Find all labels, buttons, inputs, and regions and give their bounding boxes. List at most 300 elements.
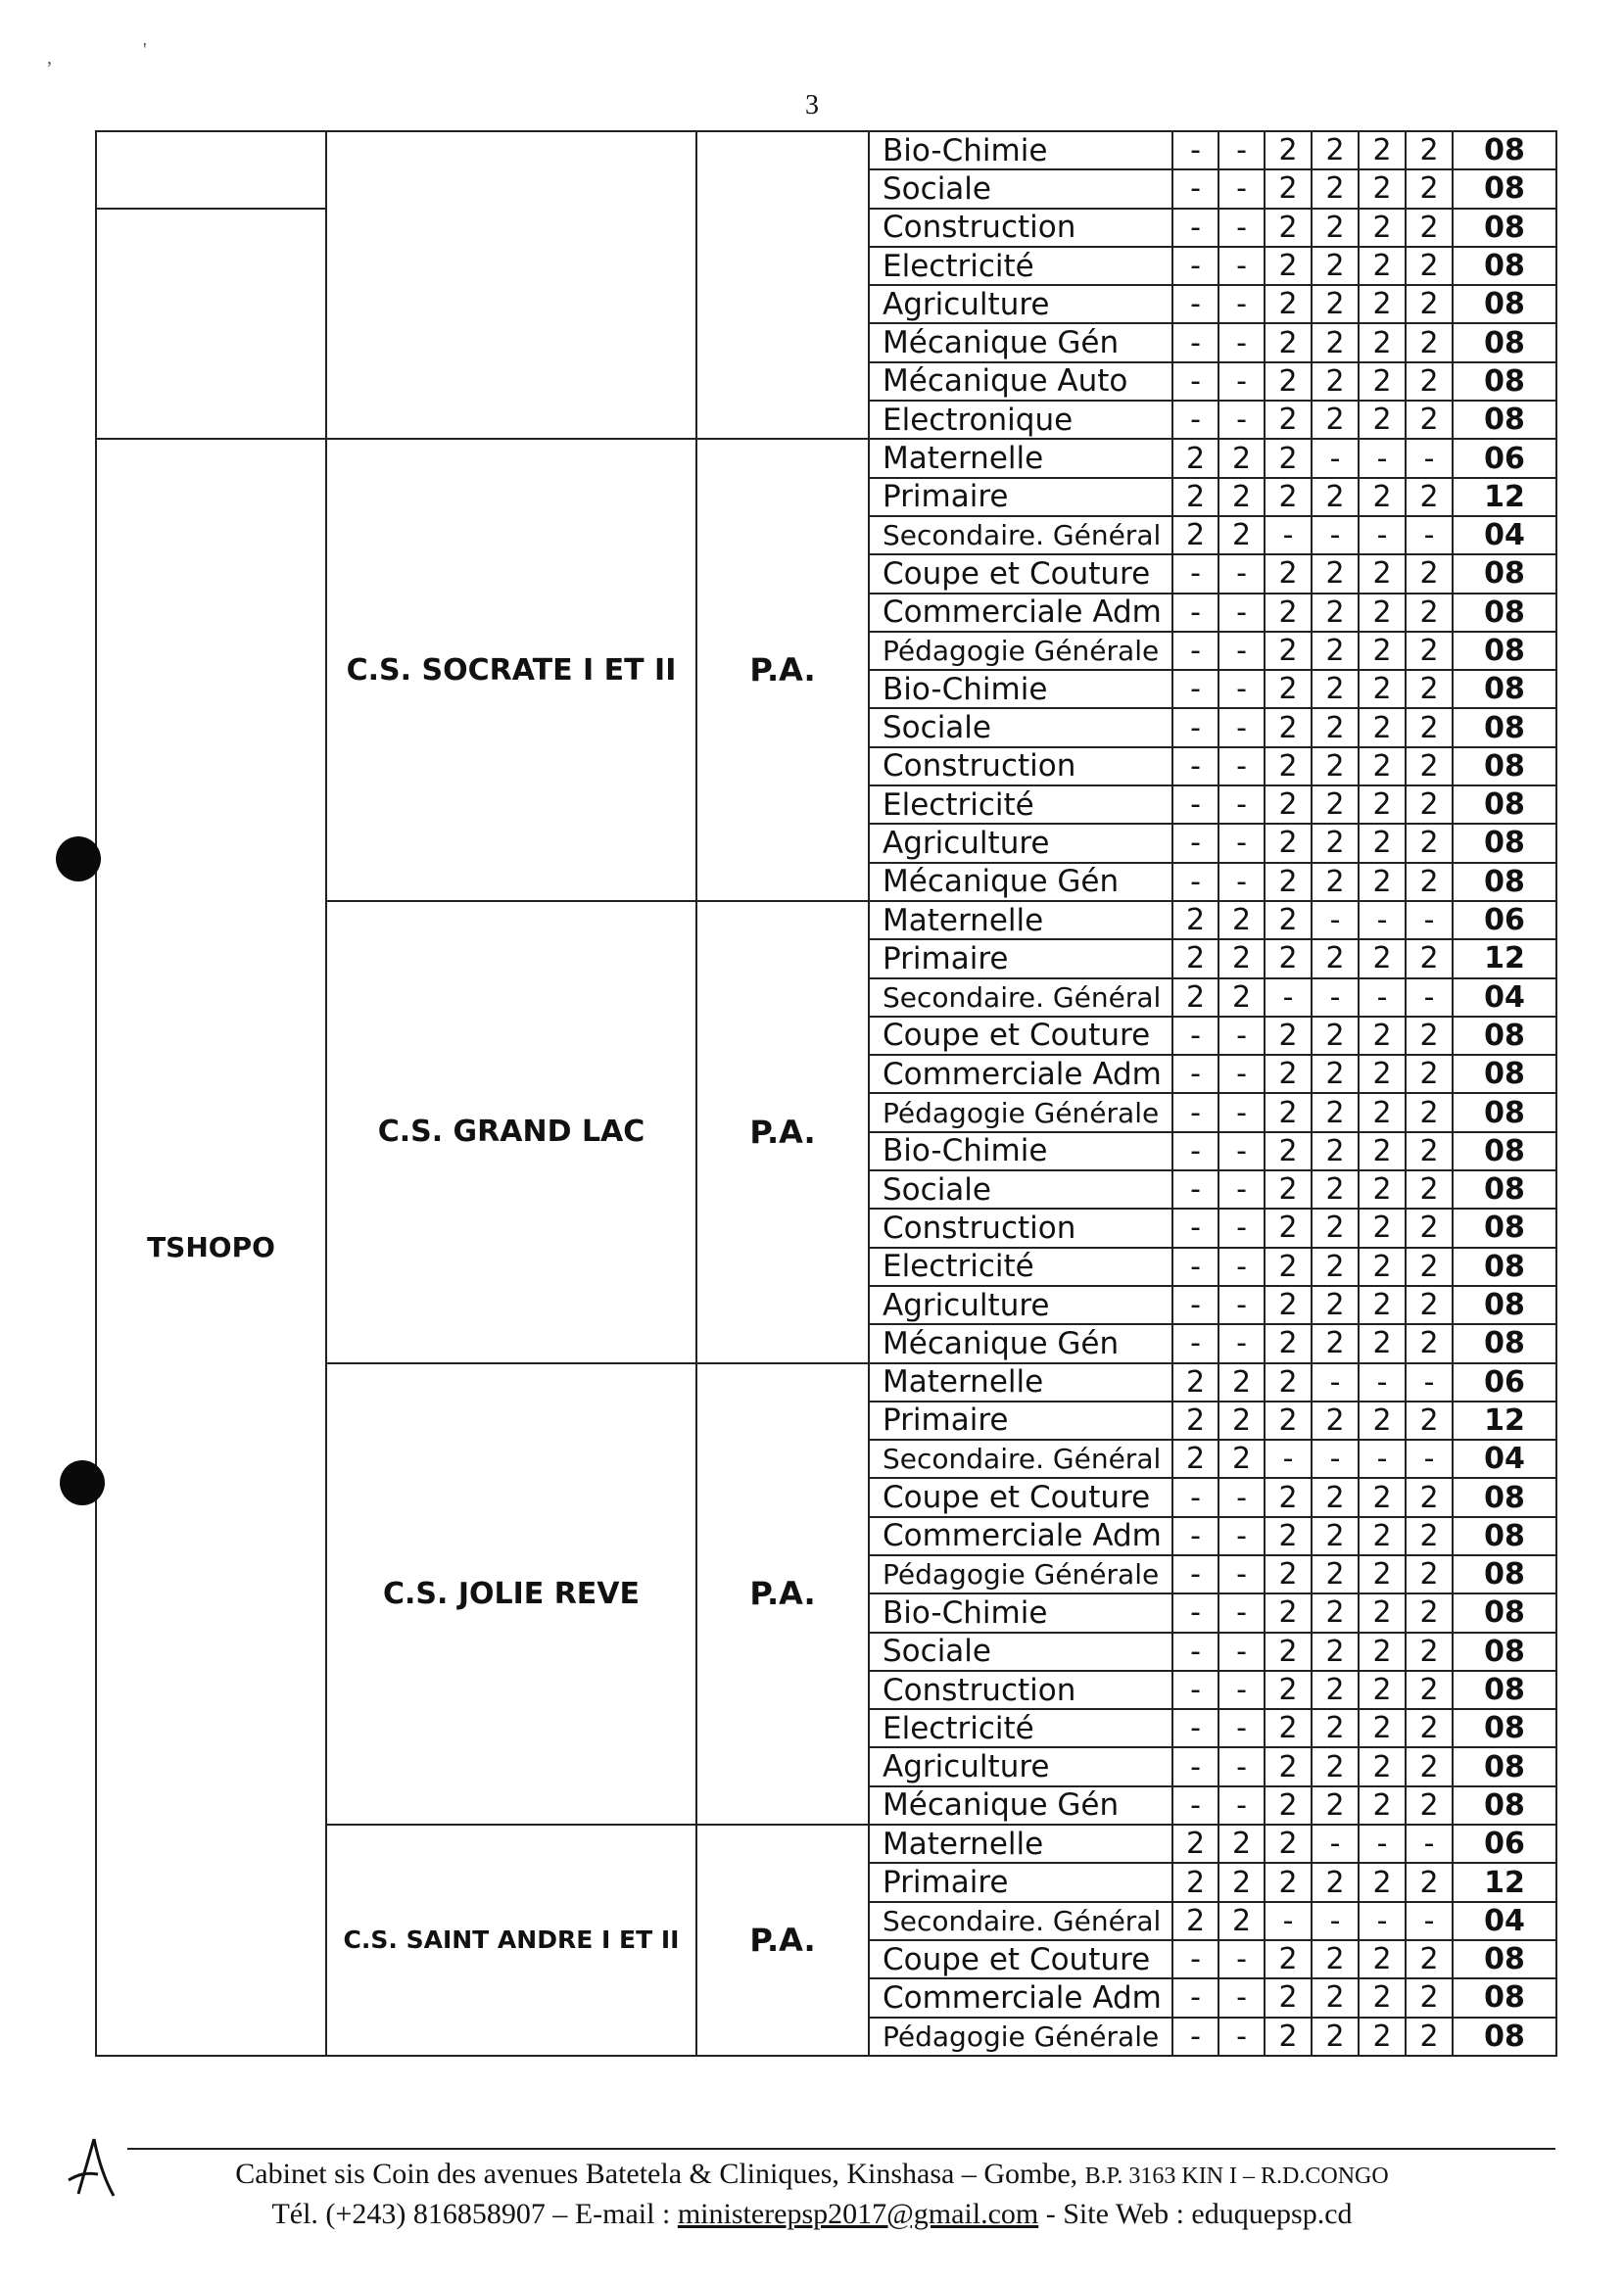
total-cell: 08: [1453, 1747, 1556, 1785]
option-cell: Commerciale Adm: [869, 1055, 1172, 1093]
class-count-cell: -: [1172, 1055, 1218, 1093]
class-count-cell: 2: [1265, 1709, 1312, 1747]
class-count-cell: 2: [1406, 824, 1453, 862]
class-count-cell: 2: [1265, 863, 1312, 901]
class-count-cell: -: [1172, 362, 1218, 401]
class-count-cell: -: [1218, 1478, 1265, 1516]
class-count-cell: -: [1218, 323, 1265, 361]
class-count-cell: 2: [1406, 169, 1453, 208]
class-count-cell: -: [1359, 978, 1406, 1017]
class-count-cell: 2: [1406, 2018, 1453, 2056]
class-count-cell: 2: [1312, 1978, 1359, 2017]
total-cell: 08: [1453, 1017, 1556, 1055]
total-cell: 08: [1453, 1055, 1556, 1093]
class-count-cell: 2: [1406, 747, 1453, 785]
total-cell: 08: [1453, 1286, 1556, 1324]
school-status-cell: [696, 131, 869, 439]
class-count-cell: 2: [1218, 516, 1265, 554]
class-count-cell: -: [1172, 747, 1218, 785]
class-count-cell: -: [1218, 1555, 1265, 1593]
class-count-cell: 2: [1265, 439, 1312, 477]
total-cell: 08: [1453, 169, 1556, 208]
class-count-cell: -: [1172, 594, 1218, 632]
option-cell: Mécanique Gén: [869, 863, 1172, 901]
class-count-cell: 2: [1172, 1825, 1218, 1863]
class-count-cell: 2: [1312, 594, 1359, 632]
total-cell: 08: [1453, 747, 1556, 785]
class-count-cell: -: [1218, 1671, 1265, 1709]
class-count-cell: 2: [1312, 863, 1359, 901]
class-count-cell: 2: [1265, 1324, 1312, 1362]
class-count-cell: -: [1265, 978, 1312, 1017]
class-count-cell: 2: [1406, 1286, 1453, 1324]
class-count-cell: 2: [1359, 131, 1406, 169]
class-count-cell: 2: [1172, 516, 1218, 554]
class-count-cell: 2: [1359, 2018, 1406, 2056]
class-count-cell: 2: [1172, 478, 1218, 516]
class-count-cell: 2: [1218, 901, 1265, 939]
option-cell: Construction: [869, 1671, 1172, 1709]
class-count-cell: 2: [1265, 632, 1312, 670]
class-count-cell: -: [1218, 1747, 1265, 1785]
class-count-cell: 2: [1359, 1786, 1406, 1825]
class-count-cell: 2: [1265, 1786, 1312, 1825]
class-count-cell: 2: [1265, 1286, 1312, 1324]
class-count-cell: -: [1359, 1363, 1406, 1402]
total-cell: 06: [1453, 1363, 1556, 1402]
class-count-cell: 2: [1359, 1747, 1406, 1785]
class-count-cell: -: [1172, 247, 1218, 285]
class-count-cell: 2: [1359, 594, 1406, 632]
class-count-cell: 2: [1312, 1093, 1359, 1131]
class-count-cell: 2: [1172, 1902, 1218, 1940]
class-count-cell: 2: [1406, 1555, 1453, 1593]
option-cell: Agriculture: [869, 285, 1172, 323]
class-count-cell: 2: [1312, 478, 1359, 516]
class-count-cell: -: [1218, 670, 1265, 708]
class-count-cell: 2: [1312, 1248, 1359, 1286]
option-cell: Secondaire. Général: [869, 516, 1172, 554]
class-count-cell: 2: [1312, 1170, 1359, 1209]
class-count-cell: 2: [1359, 209, 1406, 247]
option-cell: Electricité: [869, 247, 1172, 285]
class-count-cell: 2: [1312, 401, 1359, 439]
school-name-cell: C.S. SAINT ANDRE I ET II: [326, 1825, 696, 2056]
class-count-cell: 2: [1265, 1209, 1312, 1247]
class-count-cell: 2: [1359, 247, 1406, 285]
total-cell: 08: [1453, 1478, 1556, 1516]
class-count-cell: 2: [1406, 1978, 1453, 2017]
class-count-cell: 2: [1265, 1940, 1312, 1978]
footer-divider: [127, 2148, 1555, 2150]
class-count-cell: 2: [1406, 863, 1453, 901]
option-cell: Pédagogie Générale: [869, 632, 1172, 670]
class-count-cell: 2: [1312, 1324, 1359, 1362]
class-count-cell: -: [1172, 1593, 1218, 1632]
class-count-cell: -: [1218, 401, 1265, 439]
table-row: [96, 439, 1556, 477]
footer-address-main: Cabinet sis Coin des avenues Batetela & Cliniques, Kinshasa – Gombe,: [235, 2158, 1078, 2190]
option-cell: Maternelle: [869, 1825, 1172, 1863]
option-cell: Secondaire. Général: [869, 1902, 1172, 1940]
class-count-cell: -: [1312, 516, 1359, 554]
class-count-cell: 2: [1265, 1132, 1312, 1170]
footer-website: - Site Web : eduquepsp.cd: [1045, 2198, 1353, 2230]
class-count-cell: -: [1218, 708, 1265, 746]
total-cell: 08: [1453, 785, 1556, 824]
class-count-cell: 2: [1265, 1555, 1312, 1593]
class-count-cell: 2: [1406, 939, 1453, 977]
class-count-cell: 2: [1406, 1170, 1453, 1209]
option-cell: Bio-Chimie: [869, 670, 1172, 708]
class-count-cell: 2: [1359, 1170, 1406, 1209]
option-cell: Secondaire. Général: [869, 1440, 1172, 1478]
class-count-cell: -: [1172, 670, 1218, 708]
class-count-cell: -: [1406, 901, 1453, 939]
class-count-cell: -: [1172, 2018, 1218, 2056]
total-cell: 08: [1453, 1248, 1556, 1286]
class-count-cell: 2: [1312, 1709, 1359, 1747]
corner-mark-right: ': [143, 39, 147, 61]
option-cell: Agriculture: [869, 824, 1172, 862]
class-count-cell: 2: [1265, 708, 1312, 746]
class-count-cell: 2: [1359, 401, 1406, 439]
class-count-cell: 2: [1312, 1055, 1359, 1093]
class-count-cell: 2: [1406, 670, 1453, 708]
class-count-cell: -: [1172, 824, 1218, 862]
class-count-cell: -: [1359, 439, 1406, 477]
total-cell: 08: [1453, 824, 1556, 862]
class-count-cell: 2: [1312, 1747, 1359, 1785]
option-cell: Coupe et Couture: [869, 1017, 1172, 1055]
class-count-cell: -: [1218, 1093, 1265, 1131]
class-count-cell: 2: [1406, 1747, 1453, 1785]
class-count-cell: 2: [1359, 323, 1406, 361]
class-count-cell: -: [1172, 1633, 1218, 1671]
class-count-cell: -: [1172, 1017, 1218, 1055]
class-count-cell: 2: [1406, 1709, 1453, 1747]
class-count-cell: 2: [1359, 1248, 1406, 1286]
class-count-cell: 2: [1406, 1093, 1453, 1131]
class-count-cell: 2: [1406, 594, 1453, 632]
class-count-cell: 2: [1312, 1017, 1359, 1055]
class-count-cell: 2: [1265, 1017, 1312, 1055]
class-count-cell: 2: [1406, 1209, 1453, 1247]
class-count-cell: 2: [1312, 939, 1359, 977]
class-count-cell: 2: [1406, 1248, 1453, 1286]
option-cell: Pédagogie Générale: [869, 2018, 1172, 2056]
class-count-cell: -: [1218, 554, 1265, 593]
footer-contact: [0, 2198, 1624, 2231]
class-count-cell: -: [1406, 1363, 1453, 1402]
footer-phone: Tél. (+243) 816858907 – E-mail :: [271, 2198, 671, 2230]
class-count-cell: -: [1406, 1825, 1453, 1863]
option-cell: Electricité: [869, 1709, 1172, 1747]
total-cell: 08: [1453, 323, 1556, 361]
class-count-cell: 2: [1218, 1363, 1265, 1402]
class-count-cell: -: [1218, 2018, 1265, 2056]
class-count-cell: -: [1359, 1825, 1406, 1863]
total-cell: 08: [1453, 1132, 1556, 1170]
total-cell: 12: [1453, 1863, 1556, 1901]
class-count-cell: -: [1218, 1209, 1265, 1247]
total-cell: 06: [1453, 901, 1556, 939]
class-count-cell: 2: [1265, 169, 1312, 208]
total-cell: 08: [1453, 209, 1556, 247]
total-cell: 04: [1453, 1440, 1556, 1478]
class-count-cell: -: [1218, 285, 1265, 323]
option-cell: Sociale: [869, 708, 1172, 746]
school-name-cell: [326, 131, 696, 439]
class-count-cell: -: [1172, 1478, 1218, 1516]
class-count-cell: -: [1218, 1940, 1265, 1978]
class-count-cell: 2: [1406, 285, 1453, 323]
class-count-cell: 2: [1312, 1671, 1359, 1709]
class-count-cell: 2: [1406, 1402, 1453, 1440]
total-cell: 08: [1453, 594, 1556, 632]
class-count-cell: 2: [1312, 285, 1359, 323]
class-count-cell: 2: [1406, 1517, 1453, 1555]
school-status-cell: P.A.: [696, 439, 869, 901]
class-count-cell: 2: [1406, 1324, 1453, 1362]
total-cell: 08: [1453, 1709, 1556, 1747]
class-count-cell: 2: [1265, 594, 1312, 632]
class-count-cell: 2: [1359, 1978, 1406, 2017]
class-count-cell: 2: [1172, 939, 1218, 977]
class-count-cell: 2: [1359, 1286, 1406, 1324]
option-cell: Agriculture: [869, 1286, 1172, 1324]
footer-email-link[interactable]: ministerepsp2017@gmail.com: [677, 2198, 1039, 2230]
class-count-cell: -: [1172, 1555, 1218, 1593]
total-cell: 08: [1453, 708, 1556, 746]
total-cell: 08: [1453, 2018, 1556, 2056]
class-count-cell: -: [1172, 1132, 1218, 1170]
option-cell: Mécanique Gén: [869, 1786, 1172, 1825]
table-row: [96, 131, 1556, 169]
class-count-cell: 2: [1359, 1132, 1406, 1170]
class-count-cell: 2: [1359, 285, 1406, 323]
option-cell: Coupe et Couture: [869, 1940, 1172, 1978]
class-count-cell: 2: [1406, 362, 1453, 401]
class-count-cell: -: [1172, 708, 1218, 746]
total-cell: 08: [1453, 1555, 1556, 1593]
class-count-cell: -: [1218, 1055, 1265, 1093]
class-count-cell: 2: [1265, 2018, 1312, 2056]
class-count-cell: 2: [1406, 1940, 1453, 1978]
option-cell: Bio-Chimie: [869, 1132, 1172, 1170]
class-count-cell: 2: [1359, 478, 1406, 516]
total-cell: 08: [1453, 362, 1556, 401]
class-count-cell: 2: [1312, 554, 1359, 593]
total-cell: 04: [1453, 978, 1556, 1017]
option-cell: Maternelle: [869, 1363, 1172, 1402]
option-cell: Coupe et Couture: [869, 1478, 1172, 1516]
class-count-cell: 2: [1406, 1786, 1453, 1825]
class-count-cell: 2: [1265, 1633, 1312, 1671]
class-count-cell: -: [1172, 1286, 1218, 1324]
option-cell: Commerciale Adm: [869, 594, 1172, 632]
class-count-cell: 2: [1218, 1440, 1265, 1478]
class-count-cell: 2: [1406, 1055, 1453, 1093]
class-count-cell: 2: [1312, 1863, 1359, 1901]
option-cell: Agriculture: [869, 1747, 1172, 1785]
class-count-cell: 2: [1265, 1825, 1312, 1863]
footer-postal: B.P. 3163 KIN I – R.D.CONGO: [1084, 2163, 1389, 2189]
class-count-cell: -: [1359, 516, 1406, 554]
class-count-cell: 2: [1359, 1093, 1406, 1131]
class-count-cell: 2: [1406, 1593, 1453, 1632]
class-count-cell: 2: [1406, 1863, 1453, 1901]
class-count-cell: 2: [1312, 670, 1359, 708]
class-count-cell: 2: [1265, 554, 1312, 593]
class-count-cell: 2: [1172, 1363, 1218, 1402]
class-count-cell: 2: [1406, 554, 1453, 593]
class-count-cell: 2: [1312, 131, 1359, 169]
class-count-cell: -: [1218, 1593, 1265, 1632]
class-count-cell: 2: [1359, 1209, 1406, 1247]
class-count-cell: 2: [1406, 1671, 1453, 1709]
class-count-cell: 2: [1359, 785, 1406, 824]
region-cell: [96, 209, 326, 440]
class-count-cell: -: [1312, 1825, 1359, 1863]
class-count-cell: -: [1312, 901, 1359, 939]
class-count-cell: 2: [1172, 1402, 1218, 1440]
class-count-cell: -: [1218, 362, 1265, 401]
class-count-cell: 2: [1359, 554, 1406, 593]
class-count-cell: -: [1172, 1324, 1218, 1362]
class-count-cell: 2: [1265, 323, 1312, 361]
class-count-cell: 2: [1359, 1402, 1406, 1440]
page-number: 3: [805, 90, 819, 120]
class-count-cell: 2: [1312, 708, 1359, 746]
option-cell: Construction: [869, 209, 1172, 247]
class-count-cell: -: [1218, 1324, 1265, 1362]
class-count-cell: 2: [1359, 1671, 1406, 1709]
class-count-cell: 2: [1312, 209, 1359, 247]
class-count-cell: -: [1218, 632, 1265, 670]
class-count-cell: 2: [1265, 1055, 1312, 1093]
option-cell: Bio-Chimie: [869, 131, 1172, 169]
class-count-cell: 2: [1359, 1055, 1406, 1093]
class-count-cell: -: [1218, 1017, 1265, 1055]
class-count-cell: 2: [1312, 785, 1359, 824]
class-count-cell: 2: [1312, 1517, 1359, 1555]
class-count-cell: -: [1172, 785, 1218, 824]
class-count-cell: 2: [1359, 632, 1406, 670]
class-count-cell: 2: [1406, 1633, 1453, 1671]
class-count-cell: -: [1172, 1978, 1218, 2017]
class-count-cell: 2: [1172, 901, 1218, 939]
total-cell: 08: [1453, 632, 1556, 670]
total-cell: 08: [1453, 247, 1556, 285]
total-cell: 08: [1453, 1093, 1556, 1131]
class-count-cell: -: [1172, 863, 1218, 901]
class-count-cell: -: [1359, 1440, 1406, 1478]
class-count-cell: 2: [1406, 323, 1453, 361]
class-count-cell: 2: [1406, 708, 1453, 746]
class-count-cell: -: [1172, 1517, 1218, 1555]
class-count-cell: 2: [1265, 1671, 1312, 1709]
class-count-cell: -: [1406, 1902, 1453, 1940]
option-cell: Electronique: [869, 401, 1172, 439]
class-count-cell: -: [1172, 1786, 1218, 1825]
class-count-cell: -: [1172, 554, 1218, 593]
class-count-cell: 2: [1218, 1402, 1265, 1440]
total-cell: 08: [1453, 1633, 1556, 1671]
class-count-cell: 2: [1265, 285, 1312, 323]
class-count-cell: -: [1172, 285, 1218, 323]
class-count-cell: 2: [1265, 670, 1312, 708]
total-cell: 08: [1453, 1209, 1556, 1247]
class-count-cell: 2: [1265, 1747, 1312, 1785]
class-count-cell: -: [1218, 594, 1265, 632]
class-count-cell: 2: [1265, 247, 1312, 285]
class-count-cell: 2: [1312, 1593, 1359, 1632]
total-cell: 08: [1453, 863, 1556, 901]
class-count-cell: 2: [1312, 824, 1359, 862]
class-count-cell: -: [1218, 1709, 1265, 1747]
option-cell: Pédagogie Générale: [869, 1093, 1172, 1131]
option-cell: Electricité: [869, 785, 1172, 824]
option-cell: Primaire: [869, 1863, 1172, 1901]
class-count-cell: 2: [1265, 1402, 1312, 1440]
option-cell: Maternelle: [869, 439, 1172, 477]
class-count-cell: -: [1172, 209, 1218, 247]
class-count-cell: 2: [1312, 247, 1359, 285]
class-count-cell: 2: [1312, 1786, 1359, 1825]
class-count-cell: 2: [1359, 1709, 1406, 1747]
class-count-cell: -: [1172, 1093, 1218, 1131]
option-cell: Sociale: [869, 169, 1172, 208]
class-count-cell: -: [1172, 1747, 1218, 1785]
total-cell: 08: [1453, 1593, 1556, 1632]
total-cell: 08: [1453, 554, 1556, 593]
total-cell: 08: [1453, 1324, 1556, 1362]
class-count-cell: 2: [1265, 1978, 1312, 2017]
class-count-cell: -: [1218, 1517, 1265, 1555]
class-count-cell: -: [1218, 1248, 1265, 1286]
class-count-cell: -: [1218, 1633, 1265, 1671]
class-count-cell: 2: [1406, 247, 1453, 285]
class-count-cell: 2: [1312, 1478, 1359, 1516]
class-count-cell: 2: [1406, 478, 1453, 516]
class-count-cell: 2: [1359, 1863, 1406, 1901]
total-cell: 08: [1453, 1671, 1556, 1709]
class-count-cell: 2: [1359, 1517, 1406, 1555]
class-count-cell: 2: [1359, 362, 1406, 401]
total-cell: 06: [1453, 1825, 1556, 1863]
class-count-cell: 2: [1359, 1478, 1406, 1516]
class-count-cell: 2: [1406, 632, 1453, 670]
class-count-cell: 2: [1172, 1863, 1218, 1901]
class-count-cell: -: [1406, 516, 1453, 554]
class-count-cell: 2: [1406, 131, 1453, 169]
school-name-cell: C.S. SOCRATE I ET II: [326, 439, 696, 901]
class-count-cell: -: [1218, 863, 1265, 901]
option-cell: Maternelle: [869, 901, 1172, 939]
class-count-cell: 2: [1172, 439, 1218, 477]
class-count-cell: 2: [1359, 939, 1406, 977]
class-count-cell: -: [1218, 824, 1265, 862]
class-count-cell: 2: [1312, 2018, 1359, 2056]
option-cell: Sociale: [869, 1170, 1172, 1209]
option-cell: Mécanique Auto: [869, 362, 1172, 401]
class-count-cell: 2: [1359, 1940, 1406, 1978]
class-count-cell: -: [1265, 1440, 1312, 1478]
option-cell: Construction: [869, 747, 1172, 785]
class-count-cell: -: [1218, 785, 1265, 824]
class-count-cell: 2: [1312, 747, 1359, 785]
